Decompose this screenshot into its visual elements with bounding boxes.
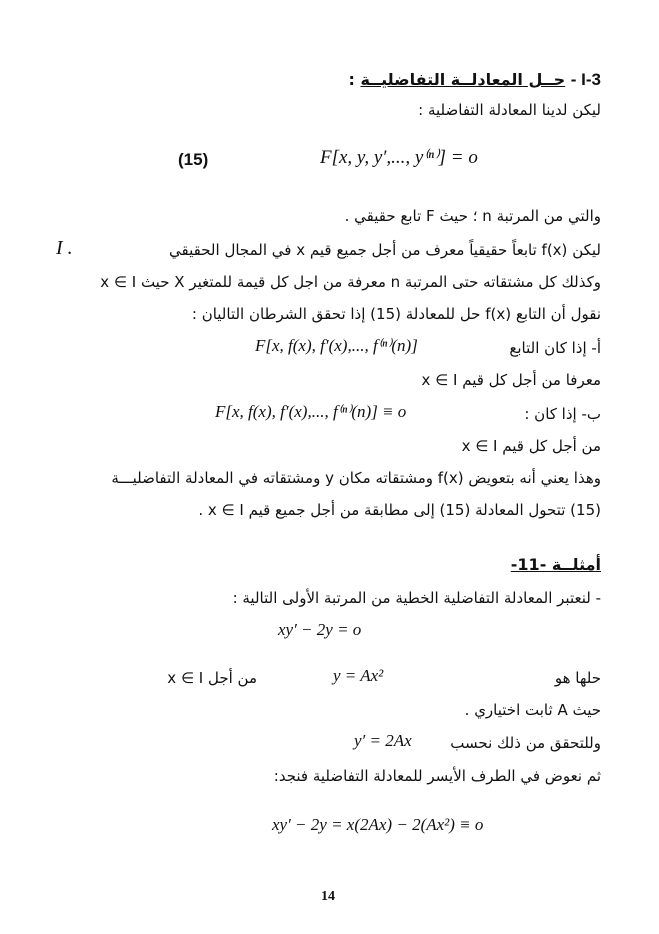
example-derivative: y′ = 2Ax: [354, 731, 412, 750]
example-line-3: حيث A ثابت اختياري .: [464, 701, 601, 719]
text-line-8: من أجل كل قيم x ∈ I: [461, 437, 601, 455]
section-number: I-3 -: [570, 70, 601, 89]
text-line-2-end: I .: [56, 237, 73, 259]
example-solution-formula: y = Ax²: [333, 666, 384, 685]
page-number: 14: [321, 889, 335, 904]
condition-a-label: أ- إذا كان التابع: [509, 339, 601, 357]
equation-15: F[x, y, y′,..., y⁽ⁿ⁾] = o: [320, 147, 478, 168]
example-solution-tail: من أجل x ∈ I: [167, 669, 257, 687]
condition-a-formula: F[x, f(x), f′(x),..., f⁽ⁿ⁾(n)]: [255, 336, 418, 355]
text-line-10: (15) تتحول المعادلة (15) إلى مطابقة من أجل جميع قيم x ∈ I .: [198, 501, 601, 519]
text-line-9: وهذا يعني أنه بتعويض f(x) ومشتقاته مكان y ومشتقاته في المعادلة التفاضليـــة: [111, 469, 601, 487]
examples-heading: أمثلــة -11-: [510, 555, 601, 574]
text-line-3: وكذلك كل مشتقاته حتى المرتبة n معرفة من اجل كل قيمة للمتغير X حيث x ∈ I: [100, 273, 601, 291]
example-line-1: - لنعتبر المعادلة التفاضلية الخطية من المرتبة الأولى التالية :: [232, 589, 601, 607]
text-line-4: نقول أن التابع f(x) حل للمعادلة (15) إذا تحقق الشرطان التاليان :: [191, 305, 601, 323]
text-line-6: معرفا من أجل كل قيم x ∈ I: [421, 371, 601, 389]
text-line-2: ليكن f(x) تابعاً حقيقياً معرف من أجل جميع قيم x في المجال الحقيقي: [169, 241, 601, 259]
section-title: حــل المعادلــة التفاضليــة: [360, 70, 566, 89]
section-colon: :: [348, 70, 355, 89]
condition-b-formula: F[x, f(x), f′(x),..., f⁽ⁿ⁾(n)] ≡ o: [215, 402, 407, 421]
example-equation: xy′ − 2y = o: [278, 620, 362, 639]
example-verify-label: وللتحقق من ذلك نحسب: [450, 734, 601, 752]
example-line-5: ثم نعوض في الطرف الأيسر للمعادلة التفاضلية فنجد:: [273, 767, 601, 785]
example-solution-label: حلها هو: [554, 669, 601, 687]
intro-line: ليكن لدينا المعادلة التفاضلية :: [418, 101, 601, 119]
equation-number-15: (15): [178, 150, 209, 169]
text-line-1: والتي من المرتبة n ؛ حيث F تابع حقيقي .: [344, 207, 601, 225]
example-substitution: xy′ − 2y = x(2Ax) − 2(Ax²) ≡ o: [272, 815, 484, 834]
condition-b-label: ب- إذا كان :: [524, 405, 601, 423]
section-heading: [348, 70, 601, 90]
